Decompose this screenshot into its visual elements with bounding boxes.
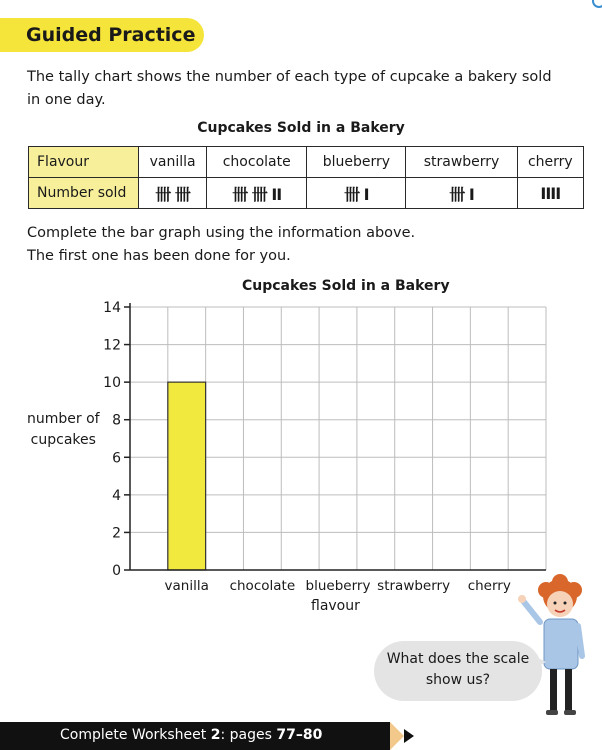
- footer-prefix: Complete Worksheet: [60, 727, 211, 743]
- flavour-cell: blueberry: [307, 147, 406, 178]
- x-tick-label: chocolate: [229, 578, 296, 594]
- tally-cell: 卌 卌 II: [207, 178, 307, 209]
- footer-arrow-decoration: [390, 722, 404, 750]
- face: [547, 591, 573, 617]
- y-tick-label: 10: [103, 375, 121, 392]
- row-label-flavour: Flavour: [29, 147, 139, 178]
- y-tick-label: 14: [103, 300, 121, 316]
- flavour-cell: strawberry: [406, 147, 517, 178]
- flavour-cell: cherry: [517, 147, 583, 178]
- play-icon[interactable]: [404, 729, 414, 743]
- flavour-cell: chocolate: [207, 147, 307, 178]
- x-tick-label: vanilla: [164, 578, 209, 594]
- page-heading: Guided Practice: [26, 24, 196, 46]
- speech-line: show us?: [425, 672, 491, 688]
- x-tick-label: cherry: [467, 578, 511, 594]
- intro-text: The tally chart shows the number of each type of cupcake a bakery sold in one day.: [27, 69, 552, 108]
- y-tick-label: 2: [112, 525, 121, 542]
- page-range: 77–80: [276, 727, 323, 743]
- footer-bar: [0, 722, 390, 750]
- y-axis-label-line: cupcakes: [30, 432, 96, 448]
- x-tick-label: blueberry: [305, 578, 371, 594]
- row-label-number-sold: Number sold: [29, 178, 139, 209]
- speech-bubble: [374, 641, 542, 701]
- y-tick-label: 6: [112, 450, 121, 467]
- shirt: [544, 619, 578, 669]
- y-tick-label: 8: [112, 412, 121, 429]
- tally-cell: IIII: [517, 178, 583, 209]
- instruction-line: Complete the bar graph using the information above.: [27, 225, 416, 241]
- tally-cell: 卌 I: [307, 178, 406, 209]
- tally-cell: 卌 卌: [139, 178, 207, 209]
- worksheet-number: 2: [210, 727, 221, 743]
- tally-cell: 卌 I: [406, 178, 517, 209]
- y-axis-label-line: number of: [27, 411, 100, 427]
- chart-title: Cupcakes Sold in a Bakery: [242, 278, 450, 294]
- x-tick-label: strawberry: [377, 578, 451, 594]
- y-axis-label: [27, 409, 100, 451]
- flavour-cell: vanilla: [139, 147, 207, 178]
- bar-vanilla: [168, 382, 206, 570]
- speech-line: What does the scale: [386, 651, 530, 667]
- y-tick-label: 0: [112, 563, 121, 579]
- table-title: Cupcakes Sold in a Bakery: [197, 120, 405, 136]
- y-tick-label: 4: [112, 487, 121, 504]
- instruction-line: The first one has been done for you.: [27, 248, 291, 264]
- y-tick-label: 12: [103, 337, 121, 354]
- raised-arm: [524, 602, 540, 622]
- footer-middle: : pages: [220, 727, 277, 743]
- x-axis-label: flavour: [311, 598, 360, 614]
